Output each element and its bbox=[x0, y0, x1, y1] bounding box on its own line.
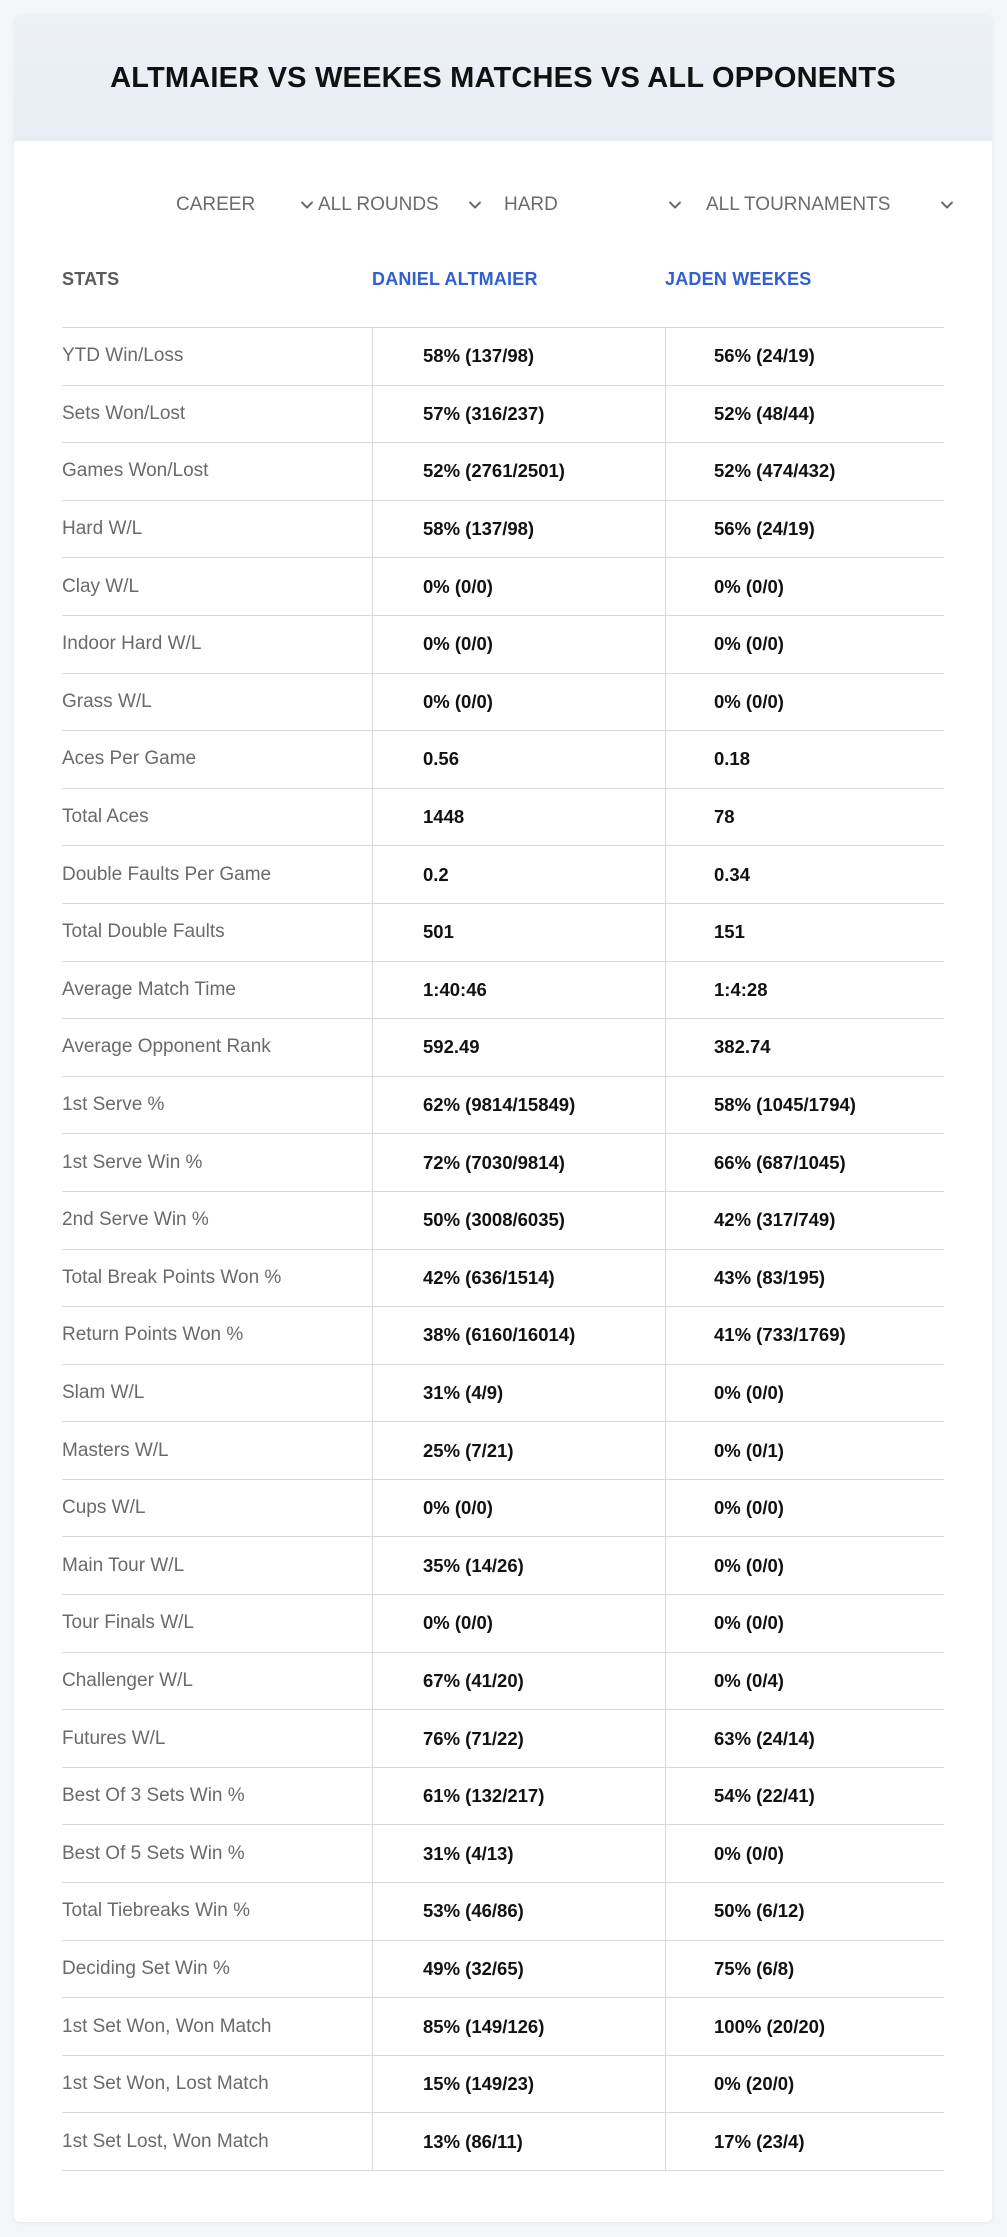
player2-stat-value: 0% (0/0) bbox=[665, 1480, 944, 1537]
stat-label: Hard W/L bbox=[62, 518, 143, 540]
player1-stat-value: 31% (4/13) bbox=[372, 1825, 665, 1882]
table-row bbox=[62, 1941, 944, 1999]
round-select-value: ALL ROUNDS bbox=[318, 194, 439, 215]
period-select[interactable] bbox=[176, 185, 316, 225]
table-row bbox=[62, 558, 944, 616]
stat-label: Total Break Points Won % bbox=[62, 1266, 282, 1288]
table-row bbox=[62, 789, 944, 847]
chevron-down-icon bbox=[466, 196, 484, 214]
chevron-down-icon bbox=[666, 196, 684, 214]
table-row bbox=[62, 2056, 944, 2114]
stat-label: Indoor Hard W/L bbox=[62, 633, 202, 655]
player2-stat-value: 50% (6/12) bbox=[665, 1883, 944, 1940]
player2-stat-value: 58% (1045/1794) bbox=[665, 1077, 944, 1134]
stat-label: Total Tiebreaks Win % bbox=[62, 1900, 250, 1922]
player2-stat-value: 382.74 bbox=[665, 1019, 944, 1076]
player1-column-header[interactable]: DANIEL ALTMAIER bbox=[372, 269, 538, 289]
stat-label: Double Faults Per Game bbox=[62, 863, 272, 885]
player1-stat-value: 50% (3008/6035) bbox=[372, 1192, 665, 1249]
player1-stat-value: 42% (636/1514) bbox=[372, 1250, 665, 1307]
stat-label: Grass W/L bbox=[62, 690, 152, 712]
player2-stat-value: 0% (0/0) bbox=[665, 616, 944, 673]
player2-stat-value: 63% (24/14) bbox=[665, 1710, 944, 1767]
stat-label: Average Opponent Rank bbox=[62, 1036, 271, 1058]
table-row bbox=[62, 962, 944, 1020]
player1-stat-value: 13% (86/11) bbox=[372, 2113, 665, 2170]
player2-stat-value: 52% (474/432) bbox=[665, 443, 944, 500]
stat-label: 1st Set Lost, Won Match bbox=[62, 2130, 269, 2152]
surface-select[interactable] bbox=[504, 185, 684, 225]
chevron-down-icon bbox=[298, 196, 316, 214]
player2-stat-value: 0% (0/0) bbox=[665, 1537, 944, 1594]
stats-card bbox=[14, 15, 992, 2222]
table-row bbox=[62, 1768, 944, 1826]
stat-label: 1st Set Won, Lost Match bbox=[62, 2073, 269, 2095]
player1-stat-value: 0% (0/0) bbox=[372, 674, 665, 731]
stat-label: 2nd Serve Win % bbox=[62, 1209, 209, 1231]
player1-stat-value: 31% (4/9) bbox=[372, 1365, 665, 1422]
table-row bbox=[62, 1365, 944, 1423]
table-row bbox=[62, 616, 944, 674]
player2-stat-value: 0% (0/0) bbox=[665, 1365, 944, 1422]
player1-stat-value: 62% (9814/15849) bbox=[372, 1077, 665, 1134]
stat-label: Deciding Set Win % bbox=[62, 1957, 230, 1979]
stat-label: Main Tour W/L bbox=[62, 1554, 185, 1576]
player2-stat-value: 56% (24/19) bbox=[665, 501, 944, 558]
stats-table bbox=[62, 249, 944, 2171]
player1-stat-value: 0% (0/0) bbox=[372, 558, 665, 615]
table-row bbox=[62, 1307, 944, 1365]
player1-stat-value: 0% (0/0) bbox=[372, 616, 665, 673]
table-row bbox=[62, 1998, 944, 2056]
page-title: ALTMAIER VS WEEKES MATCHES VS ALL OPPONENTS bbox=[110, 61, 896, 94]
player1-stat-value: 76% (71/22) bbox=[372, 1710, 665, 1767]
player2-stat-value: 75% (6/8) bbox=[665, 1941, 944, 1998]
stat-label: Total Double Faults bbox=[62, 921, 225, 943]
stat-label: 1st Serve % bbox=[62, 1094, 165, 1116]
card-header bbox=[14, 15, 992, 141]
player2-stat-value: 151 bbox=[665, 904, 944, 961]
player2-stat-value: 100% (20/20) bbox=[665, 1998, 944, 2055]
player1-stat-value: 85% (149/126) bbox=[372, 1998, 665, 2055]
stat-label: Average Match Time bbox=[62, 978, 236, 1000]
player1-stat-value: 52% (2761/2501) bbox=[372, 443, 665, 500]
player2-stat-value: 0% (0/0) bbox=[665, 674, 944, 731]
player1-stat-value: 25% (7/21) bbox=[372, 1422, 665, 1479]
player1-stat-value: 49% (32/65) bbox=[372, 1941, 665, 1998]
table-row bbox=[62, 1019, 944, 1077]
player2-stat-value: 0.18 bbox=[665, 731, 944, 788]
chevron-down-icon bbox=[938, 196, 956, 214]
table-body bbox=[62, 328, 944, 2171]
table-row bbox=[62, 1480, 944, 1538]
stat-label: Cups W/L bbox=[62, 1497, 146, 1519]
table-row bbox=[62, 1537, 944, 1595]
table-row bbox=[62, 1192, 944, 1250]
table-row bbox=[62, 1595, 944, 1653]
player1-stat-value: 57% (316/237) bbox=[372, 386, 665, 443]
stat-label: Aces Per Game bbox=[62, 748, 197, 770]
player1-stat-value: 0% (0/0) bbox=[372, 1595, 665, 1652]
player2-stat-value: 0% (20/0) bbox=[665, 2056, 944, 2113]
table-row bbox=[62, 386, 944, 444]
player1-stat-value: 1448 bbox=[372, 789, 665, 846]
player1-stat-value: 35% (14/26) bbox=[372, 1537, 665, 1594]
table-row bbox=[62, 501, 944, 559]
player1-stat-value: 38% (6160/16014) bbox=[372, 1307, 665, 1364]
table-row bbox=[62, 846, 944, 904]
table-row bbox=[62, 1710, 944, 1768]
stat-label: YTD Win/Loss bbox=[62, 345, 184, 367]
player2-stat-value: 42% (317/749) bbox=[665, 1192, 944, 1249]
stat-label: Total Aces bbox=[62, 806, 149, 828]
table-row bbox=[62, 2113, 944, 2171]
table-row bbox=[62, 1077, 944, 1135]
table-header bbox=[62, 249, 944, 328]
stat-label: Best Of 3 Sets Win % bbox=[62, 1785, 245, 1807]
stat-label: Masters W/L bbox=[62, 1439, 169, 1461]
player1-stat-value: 501 bbox=[372, 904, 665, 961]
player1-stat-value: 58% (137/98) bbox=[372, 501, 665, 558]
player2-column-header[interactable]: JADEN WEEKES bbox=[665, 269, 812, 289]
player1-stat-value: 53% (46/86) bbox=[372, 1883, 665, 1940]
stat-label: 1st Set Won, Won Match bbox=[62, 2015, 272, 2037]
player1-stat-value: 67% (41/20) bbox=[372, 1653, 665, 1710]
tournament-select-value: ALL TOURNAMENTS bbox=[706, 194, 891, 215]
player2-stat-value: 43% (83/195) bbox=[665, 1250, 944, 1307]
player1-stat-value: 61% (132/217) bbox=[372, 1768, 665, 1825]
table-row bbox=[62, 1250, 944, 1308]
player2-stat-value: 1:4:28 bbox=[665, 962, 944, 1019]
player2-stat-value: 0.34 bbox=[665, 846, 944, 903]
stat-label: Slam W/L bbox=[62, 1381, 145, 1403]
stat-label: Return Points Won % bbox=[62, 1324, 244, 1346]
table-row bbox=[62, 731, 944, 789]
player1-stat-value: 0.2 bbox=[372, 846, 665, 903]
stat-label: Sets Won/Lost bbox=[62, 402, 186, 424]
player2-stat-value: 0% (0/0) bbox=[665, 558, 944, 615]
table-row bbox=[62, 1134, 944, 1192]
table-row bbox=[62, 1422, 944, 1480]
table-row bbox=[62, 904, 944, 962]
player1-stat-value: 592.49 bbox=[372, 1019, 665, 1076]
player2-stat-value: 41% (733/1769) bbox=[665, 1307, 944, 1364]
round-select[interactable] bbox=[318, 185, 484, 225]
stat-label: Tour Finals W/L bbox=[62, 1612, 194, 1634]
player2-stat-value: 0% (0/0) bbox=[665, 1595, 944, 1652]
player1-stat-value: 58% (137/98) bbox=[372, 328, 665, 385]
stat-label: Games Won/Lost bbox=[62, 460, 209, 482]
player2-stat-value: 17% (23/4) bbox=[665, 2113, 944, 2170]
stat-label: Clay W/L bbox=[62, 575, 140, 597]
player2-stat-value: 54% (22/41) bbox=[665, 1768, 944, 1825]
table-row bbox=[62, 1653, 944, 1711]
stat-label: Futures W/L bbox=[62, 1727, 166, 1749]
player2-stat-value: 0% (0/1) bbox=[665, 1422, 944, 1479]
stat-label: 1st Serve Win % bbox=[62, 1151, 203, 1173]
player1-stat-value: 72% (7030/9814) bbox=[372, 1134, 665, 1191]
table-row bbox=[62, 443, 944, 501]
filter-bar bbox=[14, 185, 992, 255]
table-row bbox=[62, 674, 944, 732]
player2-stat-value: 78 bbox=[665, 789, 944, 846]
player2-stat-value: 0% (0/0) bbox=[665, 1825, 944, 1882]
period-select-value: CAREER bbox=[176, 194, 256, 215]
player1-stat-value: 1:40:46 bbox=[372, 962, 665, 1019]
player2-stat-value: 66% (687/1045) bbox=[665, 1134, 944, 1191]
player1-stat-value: 0% (0/0) bbox=[372, 1480, 665, 1537]
player2-stat-value: 56% (24/19) bbox=[665, 328, 944, 385]
player2-stat-value: 0% (0/4) bbox=[665, 1653, 944, 1710]
player1-stat-value: 0.56 bbox=[372, 731, 665, 788]
stat-label: Challenger W/L bbox=[62, 1669, 193, 1691]
stats-column-header: STATS bbox=[62, 269, 120, 289]
player1-stat-value: 15% (149/23) bbox=[372, 2056, 665, 2113]
table-row bbox=[62, 1825, 944, 1883]
table-row bbox=[62, 328, 944, 386]
surface-select-value: HARD bbox=[504, 194, 558, 215]
stat-label: Best Of 5 Sets Win % bbox=[62, 1842, 245, 1864]
player2-stat-value: 52% (48/44) bbox=[665, 386, 944, 443]
table-row bbox=[62, 1883, 944, 1941]
tournament-select[interactable] bbox=[706, 185, 956, 225]
